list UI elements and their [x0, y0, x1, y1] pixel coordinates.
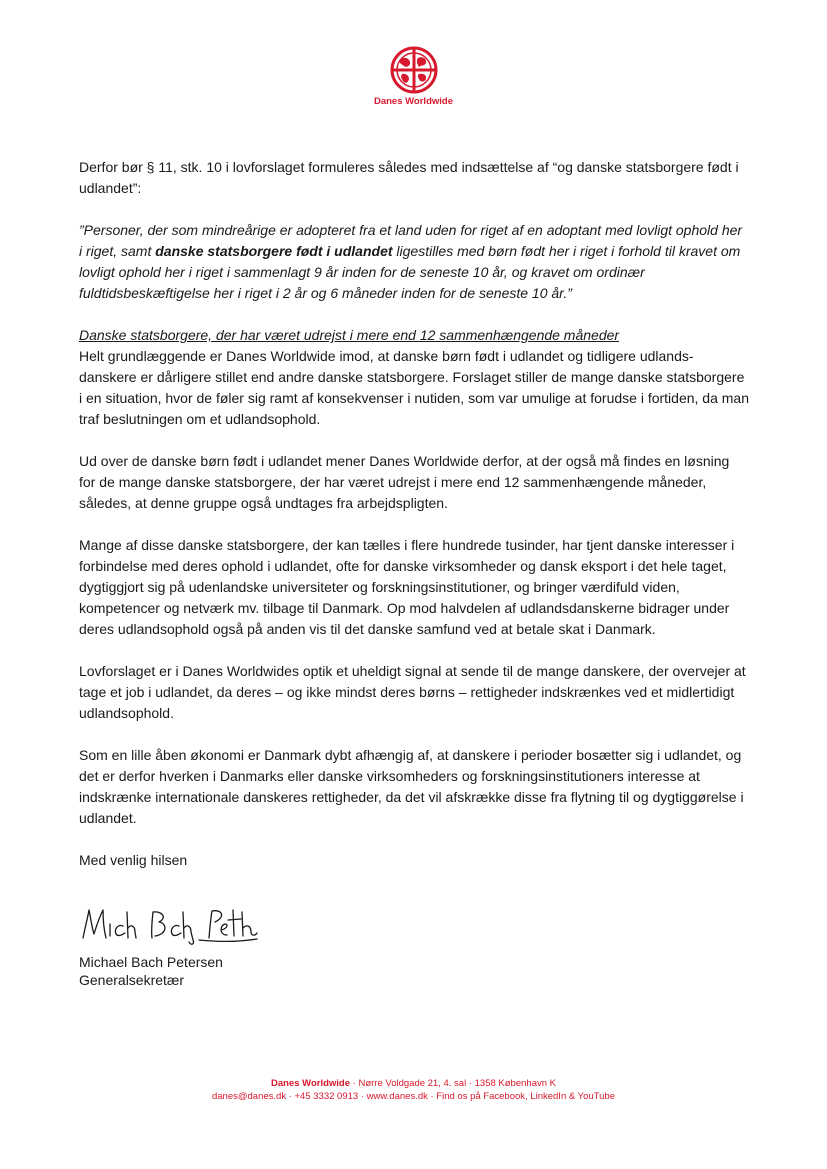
quote-text-part2: ligestilles med børn født her i riget i forhold til kravet om lovligt ophold her i riget i sammenlagt 9 år inden for de seneste 10 år, og kravet om ordinær fuldtidsbeskæftigelse her i riget i 2 år og 6 måneder inden for de seneste 10 år.” [79, 243, 741, 301]
letter-body [79, 157, 749, 871]
globe-logo-icon [390, 46, 438, 94]
footer-contact-line: danes@danes.dk · +45 3332 0913 · www.danes.dk · Find os på Facebook, LinkedIn & YouTube [211, 1091, 616, 1102]
footer-brand: Danes Worldwide [271, 1078, 351, 1089]
paragraph-2: Ud over de danske børn født i udlandet mener Danes Worldwide derfor, at der også må findes en løsning for de mange danske statsborgere, der har været udrejst i mere end 12 sammenhængende måneder, således, at denne gruppe også undtages fra arbejdspligten. [79, 453, 730, 511]
closing-greeting: Med venlig hilsen [79, 852, 188, 868]
signer-name: Michael Bach Petersen [79, 954, 223, 970]
letterhead-logo [0, 46, 827, 107]
signer-block [79, 953, 223, 989]
paragraph-3: Mange af disse danske statsborgere, der kan tælles i flere hundrede tusinder, har tjent danske interesser i forbindelse med deres ophold i udlandet, ofte for danske virksomheder og dansk eksport i det hele taget, dygtiggjort sig på udenlandske universiteter og forskningsinstitutioner, og bringer værdifuld viden, kompetencer og netværk mv. tilbage til Danmark. Op mod halvdelen af udlandsdanskerne bidrager under deres udlandsophold også på anden vis til det danske samfund ved at betale skat i Danmark. [79, 537, 735, 637]
handwritten-signature [79, 902, 259, 948]
quoted-provision [79, 220, 749, 304]
footer-address-line [0, 1077, 827, 1090]
section-heading: Danske statsborgere, der har været udrejst i mere end 12 sammenhængende måneder [79, 327, 620, 343]
quote-text-part1: ”Personer, der som mindreårige er adopteret fra et land uden for riget af en adoptant med lovligt ophold her i riget, samt [79, 222, 743, 259]
quote-bold-phrase: danske statsborgere født i udlandet [155, 243, 393, 259]
intro-paragraph: Derfor bør § 11, stk. 10 i lovforslaget formuleres således med indsættelse af “og danske statsborgere født i udlandet”: [79, 159, 739, 196]
paragraph-4: Lovforslaget er i Danes Worldwides optik et uheldigt signal at sende til de mange danskere, der overvejer at tage et job i udlandet, da deres – og ikke mindst deres børns – rettigheder indskrænkes ved et midlertidigt udlandsophold. [79, 663, 746, 721]
paragraph-1: Helt grundlæggende er Danes Worldwide imod, at danske børn født i udlandet og tidligere udlands-danskere er dårligere stillet end andre danske statsborgere. Forslaget stiller de mange danske statsborgere i en situation, hvor de føler sig ramt af konsekvenser i nutiden, som var umulige at forudse i fortiden, da man traf beslutningen om et udlandsophold. [79, 348, 749, 427]
logo-wordmark: Danes Worldwide [373, 96, 453, 107]
signer-title: Generalsekretær [79, 972, 185, 988]
letter-footer [0, 1077, 827, 1103]
footer-address: · Nørre Voldgade 21, 4. sal · 1358 København K [350, 1078, 556, 1089]
paragraph-5: Som en lille åben økonomi er Danmark dybt afhængig af, at danskere i perioder bosætter sig i udlandet, og det er derfor hverken i Danmarks eller danske virksomheders og forskningsinstitutioners interesse at indskrænke internationale danskeres rettigheder, da det vil afskrække disse fra flytning til og dygtiggørelse i udlandet. [79, 747, 744, 826]
